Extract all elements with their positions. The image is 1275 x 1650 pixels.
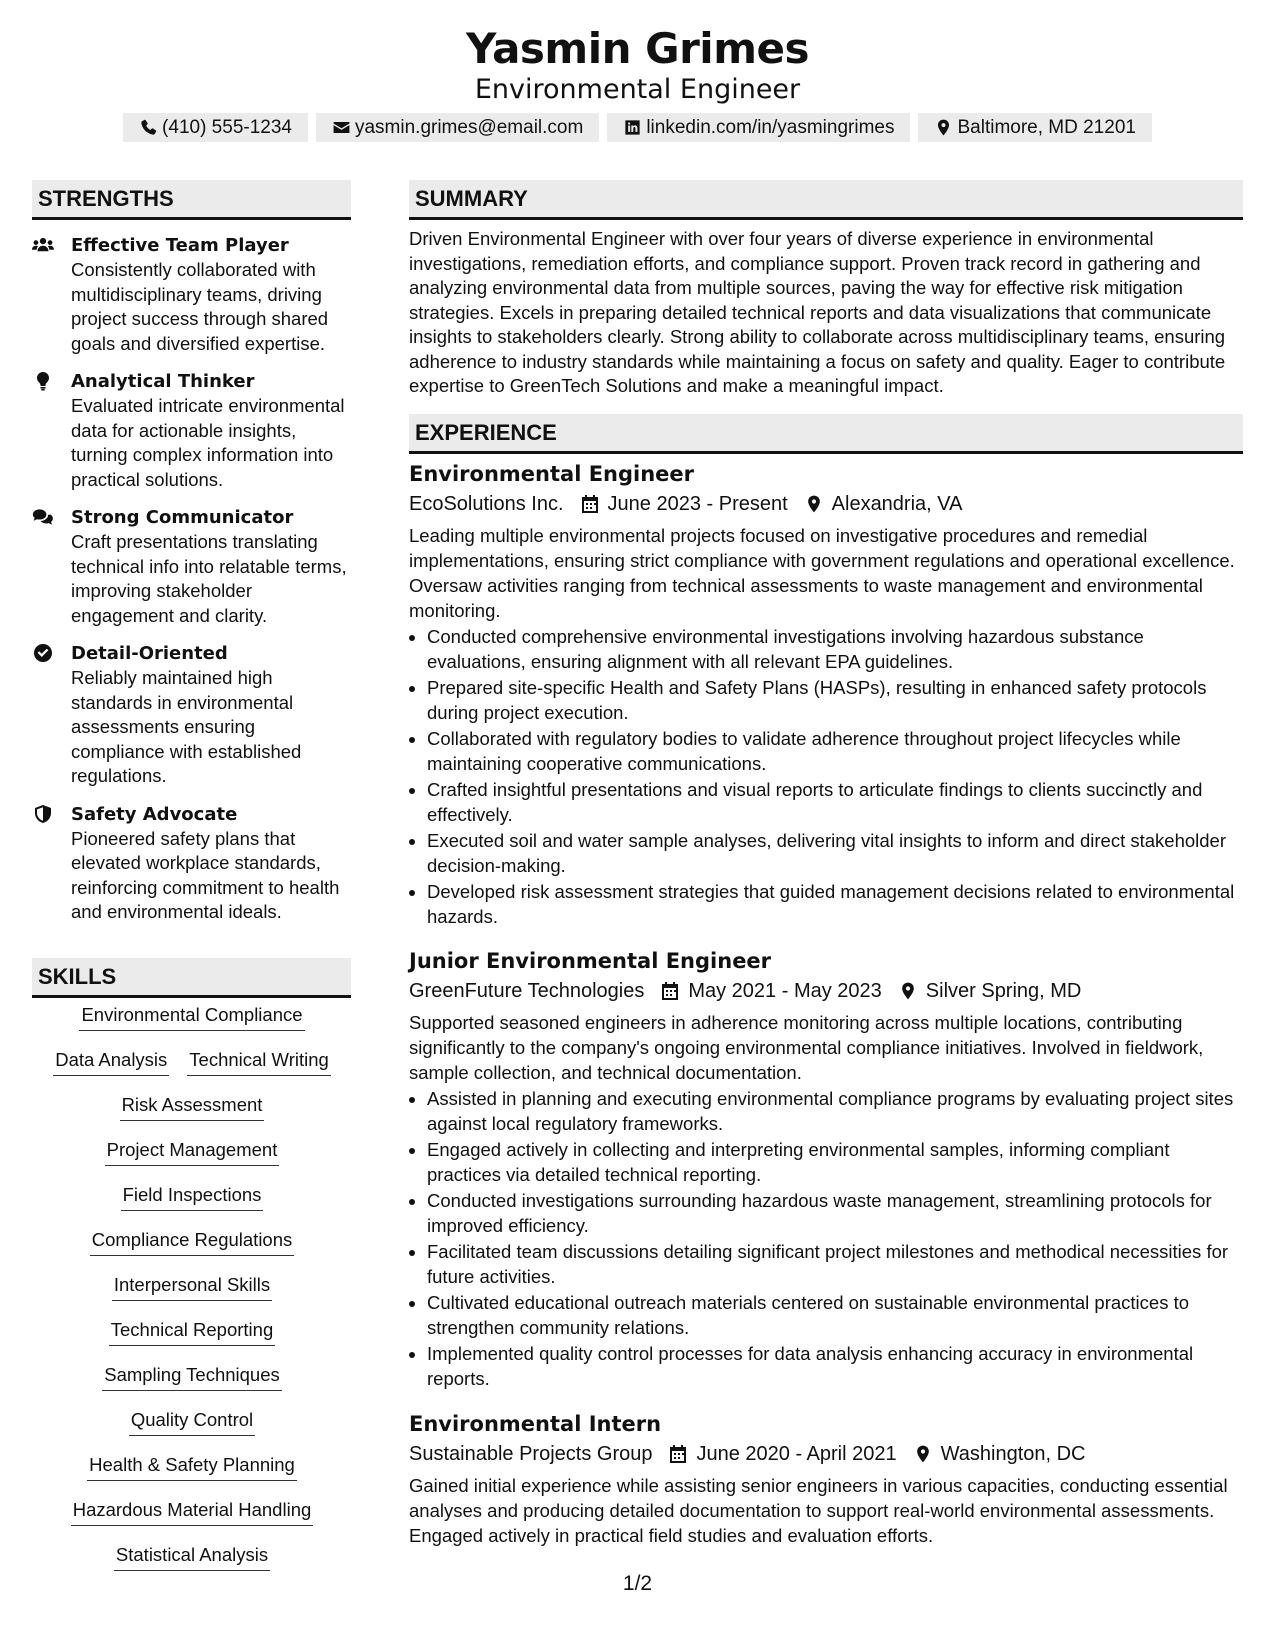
job-description: Leading multiple environmental projects focused on investigative procedures and remedial implementations, ensuring strict compliance with government regulations and operational excellence. Oversaw activities ranging from technical assessments to waste management and environmental monitoring. (409, 525, 1235, 621)
skill-tag: Data Analysis (53, 1047, 169, 1076)
candidate-name: Yasmin Grimes (466, 24, 809, 73)
contact-location-text: Baltimore, MD 21201 (957, 116, 1136, 138)
job-meta (409, 489, 1243, 519)
phone-icon (139, 118, 158, 137)
contact-linkedin-text: linkedin.com/in/yasmingrimes (646, 116, 895, 138)
job-bullet: • Collaborated with regulatory bodies to validate adherence throughout project lifecycles while maintaining cooperative communications. (427, 727, 1243, 776)
map-pin-icon (898, 981, 918, 1001)
strength-title: Detail-Oriented (71, 643, 228, 664)
job-dates: June 2023 - Present (607, 493, 788, 515)
job-bullet: • Implemented quality control processes for data analysis enhancing accuracy in environmental reports. (427, 1342, 1243, 1391)
skill-tag: Environmental Compliance (79, 1002, 304, 1031)
job-bullet: • Prepared site-specific Health and Safety Plans (HASPs), resulting in enhanced safety protocols during project execution. (427, 676, 1243, 725)
comments-icon (32, 507, 56, 527)
strength-desc: Craft presentations translating technical info into relatable terms, improving stakeholder engagement and clarity. (71, 531, 347, 626)
strength-title: Strong Communicator (71, 507, 294, 528)
lightbulb-icon (32, 371, 56, 391)
job-meta (409, 1439, 1243, 1469)
skill-tag: Field Inspections (121, 1182, 264, 1211)
candidate-title: Environmental Engineer (474, 74, 801, 105)
strength-desc: Pioneered safety plans that elevated workplace standards, reinforcing commitment to health and environmental ideals. (71, 827, 340, 922)
job-bullet: • Cultivated educational outreach materials centered on sustainable environmental practices to strengthen community relations. (427, 1291, 1243, 1340)
skill-tag: Sampling Techniques (102, 1362, 282, 1391)
strength-title: Safety Advocate (71, 803, 238, 825)
job-bullet: • Conducted investigations surrounding hazardous waste management, streamlining protocols for improved efficiency. (427, 1189, 1243, 1238)
strength-desc: Consistently collaborated with multidisciplinary teams, driving project success through shared goals and diversified expertise. (71, 259, 329, 354)
job-entry (409, 946, 1243, 1393)
contact-location[interactable] (918, 113, 1151, 142)
strength-item (32, 369, 352, 492)
strength-item (32, 802, 352, 925)
map-pin-icon (804, 494, 824, 514)
summary-heading: SUMMARY (409, 180, 1243, 220)
calendar-icon (668, 1444, 688, 1464)
summary-text: Driven Environmental Engineer with over four years of diverse experience in environmental investigations, remediation efforts, and compliance support. Proven track record in gathering and analyzing environmental data from multiple sources, paving the way for effective risk mitigation strategies. Excels in preparing detailed technical reports and data visualizations that communicate insights to stakeholders clearly. Strong ability to collaborate across multidisciplinary teams, ensuring adherence to industry standards while maintaining a focus on safety and quality. Eager to contribute expertise to GreenTech Solutions and make a meaningful impact. (409, 228, 1226, 396)
skill-tag: Hazardous Material Handling (71, 1497, 314, 1526)
envelope-icon (332, 118, 351, 137)
experience-heading: EXPERIENCE (409, 414, 1243, 454)
job-bullet: • Crafted insightful presentations and visual reports to articulate findings to clients succinctly and effectively. (427, 778, 1243, 827)
contact-phone-text: (410) 555-1234 (162, 116, 292, 138)
job-description: Gained initial experience while assisting senior engineers in various capacities, conducting essential analyses and producing detailed documentation to support real-world environmental assessments. Engaged actively in practical field studies and evaluation efforts. (409, 1475, 1228, 1546)
strength-desc: Evaluated intricate environmental data for actionable insights, turning complex information into practical solutions. (71, 395, 345, 490)
strength-item (32, 233, 352, 356)
job-bullet: • Facilitated team discussions detailing significant project milestones and methodical necessities for future activities. (427, 1240, 1243, 1289)
strength-desc: Reliably maintained high standards in environmental assessments ensuring compliance with established regulations. (71, 667, 302, 786)
job-bullet: • Developed risk assessment strategies that guided management decisions related to environmental hazards. (427, 880, 1243, 929)
job-dates: June 2020 - April 2021 (696, 1443, 897, 1465)
users-icon (32, 235, 56, 255)
skill-tag: Statistical Analysis (114, 1542, 270, 1571)
job-bullet: • Conducted comprehensive environmental investigations involving hazardous substance evaluations, ensuring alignment with all relevant EPA guidelines. (427, 625, 1243, 674)
contact-email[interactable] (316, 113, 599, 142)
job-company: EcoSolutions Inc. (409, 493, 564, 515)
skill-tag: Quality Control (129, 1407, 255, 1436)
check-circle-icon (32, 643, 56, 663)
contact-email-text: yasmin.grimes@email.com (354, 116, 584, 138)
strength-title: Analytical Thinker (71, 371, 255, 392)
job-entry (409, 459, 1243, 931)
map-pin-icon (934, 118, 953, 137)
job-location: Alexandria, VA (831, 493, 963, 515)
strengths-heading: STRENGTHS (32, 180, 351, 220)
skill-tag: Health & Safety Planning (87, 1452, 297, 1481)
job-location: Washington, DC (940, 1443, 1086, 1465)
contact-linkedin[interactable] (607, 113, 910, 142)
job-title: Environmental Intern (409, 1412, 662, 1436)
skill-tag: Technical Reporting (109, 1317, 275, 1346)
job-bullet: • Engaged actively in collecting and interpreting environmental samples, informing compliant practices via detailed technical reporting. (427, 1138, 1243, 1187)
job-company: GreenFuture Technologies (409, 980, 645, 1002)
strengths-list (32, 233, 352, 938)
job-title: Environmental Engineer (409, 462, 695, 486)
calendar-icon (580, 494, 600, 514)
job-entry (409, 1409, 1243, 1548)
job-bullets (409, 625, 1243, 929)
job-bullets (409, 1087, 1243, 1391)
job-bullet: • Assisted in planning and executing environmental compliance programs by evaluating project sites against local regulatory frameworks. (427, 1087, 1243, 1136)
contact-phone[interactable] (123, 113, 308, 142)
skill-tag: Risk Assessment (120, 1092, 265, 1121)
skill-tag: Compliance Regulations (90, 1227, 295, 1256)
skills-heading: SKILLS (32, 958, 351, 998)
job-bullet: • Executed soil and water sample analyses, delivering vital insights to inform and direct stakeholder decision-making. (427, 829, 1243, 878)
skills-list (32, 1002, 352, 1587)
strength-item (32, 641, 352, 789)
map-pin-icon (913, 1444, 933, 1464)
job-description: Supported seasoned engineers in adherence monitoring across multiple locations, contributing significantly to the company's ongoing environmental compliance initiatives. Involved in fieldwork, sample collection, and technical documentation. (409, 1012, 1204, 1083)
calendar-icon (660, 981, 680, 1001)
strength-title: Effective Team Player (71, 235, 289, 256)
page-number: 1/2 (622, 1572, 653, 1595)
job-company: Sustainable Projects Group (409, 1443, 653, 1465)
shield-icon (32, 804, 56, 824)
contact-bar (0, 113, 1275, 142)
job-location: Silver Spring, MD (925, 980, 1082, 1002)
job-dates: May 2021 - May 2023 (688, 980, 882, 1002)
strength-item (32, 505, 352, 628)
job-title: Junior Environmental Engineer (409, 949, 772, 973)
job-meta (409, 976, 1243, 1006)
skill-tag: Interpersonal Skills (112, 1272, 272, 1301)
skill-tag: Project Management (105, 1137, 280, 1166)
linkedin-icon (623, 118, 642, 137)
skill-tag: Technical Writing (187, 1047, 331, 1076)
